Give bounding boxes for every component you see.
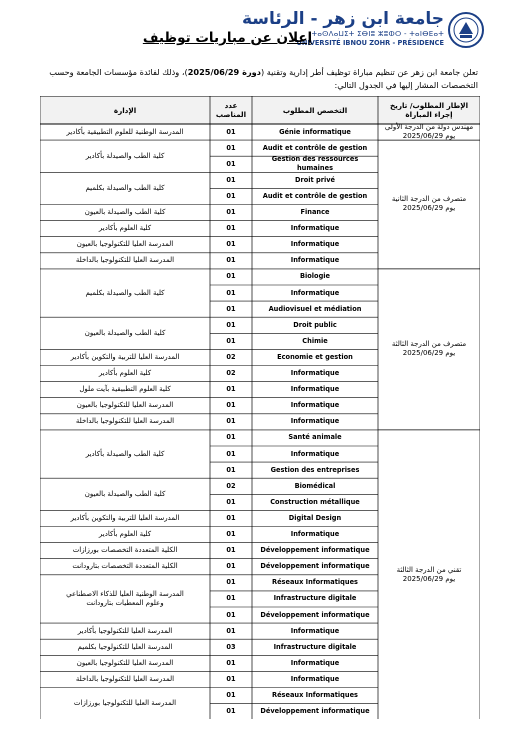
count-cell: 01 bbox=[226, 272, 236, 281]
administration-cell bbox=[40, 140, 210, 172]
intro-paragraph bbox=[38, 66, 478, 92]
administration-name: المدرسة العليا للتكنولوجيا بالعيون bbox=[76, 401, 174, 410]
administration-cell bbox=[40, 543, 210, 559]
administration-name: كلية الطب والصيدلة بأكادير bbox=[85, 449, 165, 458]
count-cell: 01 bbox=[226, 658, 236, 667]
specialty-cell: Réseaux Informatiques bbox=[272, 578, 358, 587]
count-cell: 01 bbox=[226, 626, 236, 635]
count-cell: 01 bbox=[226, 127, 236, 136]
count-cell: 02 bbox=[226, 481, 236, 490]
specialty-cell: Infrastructure digitale bbox=[273, 642, 357, 651]
count-cell: 01 bbox=[226, 530, 236, 539]
grade-name: مهندس دولة من الدرجة الأولى bbox=[384, 123, 474, 132]
university-name-tifinagh: ⵜⴰⵙⴷⴰⵡⵉⵜ ⵉⴱⵏⵓ ⵣⵓⵀⵔ - ⵜⴰⵏⴱⴹⴰⵜ bbox=[311, 30, 444, 38]
administration-cell bbox=[40, 655, 210, 671]
administration-name: المدرسة الوطنية العليا للذكاء الاصطناعي bbox=[66, 589, 184, 598]
administration-name: المدرسة العليا للتكنولوجيا بالداخلة bbox=[75, 674, 175, 683]
specialty-cell: Développement informatique bbox=[260, 610, 370, 619]
specialty-cell: Informatique bbox=[290, 658, 340, 667]
count-cell: 02 bbox=[226, 352, 236, 361]
administration-name: كلية الطب والصيدلة بكلميم bbox=[85, 183, 165, 192]
administration-cell bbox=[40, 221, 210, 237]
administration-cell bbox=[40, 237, 210, 253]
specialty-cell: Informatique bbox=[290, 369, 340, 378]
count-cell: 01 bbox=[226, 465, 236, 474]
page-header bbox=[0, 0, 514, 56]
administration-name: المدرسة الوطنية للعلوم التطبيقية بأكادير bbox=[66, 127, 184, 136]
administration-cell bbox=[40, 382, 210, 398]
university-name-arabic: جامعة ابن زهر - الرئاسة bbox=[241, 9, 444, 29]
specialty-cell: Audit et contrôle de gestion bbox=[262, 143, 368, 152]
specialty-cell: Gestion des ressources humaines bbox=[271, 155, 359, 173]
administration-cell bbox=[40, 575, 210, 623]
header-administration: الإدارة bbox=[113, 105, 137, 115]
grade-cell bbox=[378, 430, 480, 720]
count-cell: 01 bbox=[226, 546, 236, 555]
page-title: إعلان عن مباريات توظيف bbox=[142, 30, 313, 46]
administration-name: المدرسة العليا للتربية والتكوين بأكادير bbox=[70, 513, 180, 522]
administration-cell bbox=[40, 205, 210, 221]
administration-name: كلية الطب والصيدلة بالعيون bbox=[84, 328, 166, 337]
specialty-cell: Finance bbox=[300, 208, 330, 217]
specialty-cell: Développement informatique bbox=[260, 562, 370, 571]
count-cell: 02 bbox=[226, 369, 236, 378]
administration-cell bbox=[40, 172, 210, 204]
administration-cell bbox=[40, 639, 210, 655]
specialty-cell: Construction métallique bbox=[270, 497, 360, 506]
specialty-cell: Informatique bbox=[290, 530, 340, 539]
specialty-cell: Réseaux Informatiques bbox=[272, 691, 358, 700]
specialty-cell: Informatique bbox=[290, 626, 340, 635]
administration-name-line2: وعلوم المعطيات بتارودانت bbox=[86, 598, 164, 607]
administration-name: كلية الطب والصيدلة بأكادير bbox=[85, 151, 165, 160]
specialty-cell: Audit et contrôle de gestion bbox=[262, 191, 368, 200]
intro-text-1: تعلن جامعة ابن زهر عن تنظيم مباراة توظيف أطر إدارية وتقنية ( bbox=[260, 67, 478, 77]
count-cell: 01 bbox=[226, 513, 236, 522]
count-cell: 01 bbox=[226, 674, 236, 683]
grade-date: يوم 2025/06/29 bbox=[402, 574, 456, 583]
specialty-cell: Informatique bbox=[290, 224, 340, 233]
grade-cell bbox=[378, 269, 480, 430]
specialty-cell: Digital Design bbox=[288, 513, 342, 522]
count-cell: 01 bbox=[226, 417, 236, 426]
count-cell: 01 bbox=[226, 497, 236, 506]
administration-name: كلية الطب والصيدلة بكلميم bbox=[85, 288, 165, 297]
specialty-cell: Droit public bbox=[293, 320, 337, 329]
specialty-cell: Gestion des entreprises bbox=[270, 465, 360, 474]
specialty-cell: Informatique bbox=[290, 674, 340, 683]
administration-cell bbox=[40, 430, 210, 478]
count-cell: 01 bbox=[226, 159, 236, 168]
count-cell: 03 bbox=[226, 642, 236, 651]
count-cell: 01 bbox=[226, 610, 236, 619]
grade-name: متصرف من الدرجة الثالثة bbox=[391, 340, 467, 349]
administration-name: المدرسة العليا للتكنولوجيا بالداخلة bbox=[75, 256, 175, 265]
administration-cell bbox=[40, 414, 210, 430]
administration-cell bbox=[40, 510, 210, 526]
grade-cell bbox=[378, 124, 480, 140]
administration-name: المدرسة العليا للتكنولوجيا بالداخلة bbox=[75, 417, 175, 426]
specialty-cell: Biomédical bbox=[294, 481, 336, 490]
specialty-cell: Informatique bbox=[290, 256, 340, 265]
count-cell: 01 bbox=[226, 691, 236, 700]
administration-name: كلية الطب والصيدلة بالعيون bbox=[84, 489, 166, 498]
grade-date: يوم 2025/06/29 bbox=[402, 204, 456, 213]
count-cell: 01 bbox=[226, 175, 236, 184]
count-cell: 01 bbox=[226, 336, 236, 345]
count-cell: 01 bbox=[226, 320, 236, 329]
specialty-cell: Biologie bbox=[299, 272, 331, 281]
specialty-cell: Santé animale bbox=[288, 433, 342, 442]
administration-name: المدرسة العليا للتكنولوجيا بكلميم bbox=[77, 642, 173, 651]
specialty-cell: Développement informatique bbox=[260, 707, 370, 716]
administration-name: الكلية المتعددة التخصصات بتارودانت bbox=[72, 562, 178, 571]
administration-cell bbox=[40, 671, 210, 687]
administration-name: المدرسة العليا للتكنولوجيا بالعيون bbox=[76, 240, 174, 249]
administration-name: المدرسة العليا للتكنولوجيا بورزازات bbox=[73, 699, 177, 708]
grade-name: تقني من الدرجة الثالثة bbox=[396, 565, 462, 574]
specialty-cell: Informatique bbox=[290, 401, 340, 410]
administration-name: كلية العلوم بأكادير bbox=[98, 530, 152, 539]
specialty-cell: Infrastructure digitale bbox=[273, 594, 357, 603]
university-name-french: UNIVERSITÉ IBNOU ZOHR - PRÉSIDENCE bbox=[296, 39, 444, 47]
count-cell: 01 bbox=[226, 256, 236, 265]
administration-cell bbox=[40, 527, 210, 543]
administration-cell bbox=[40, 253, 210, 269]
count-cell: 01 bbox=[226, 208, 236, 217]
administration-cell bbox=[40, 124, 210, 140]
administration-name: كلية العلوم بأكادير bbox=[98, 224, 152, 233]
count-cell: 01 bbox=[226, 240, 236, 249]
specialty-cell: Economie et gestion bbox=[277, 352, 353, 361]
administration-name: الكلية المتعددة التخصصات بورزازات bbox=[72, 546, 178, 555]
count-cell: 01 bbox=[226, 594, 236, 603]
administration-name: المدرسة العليا للتربية والتكوين بأكادير bbox=[70, 352, 180, 361]
specialty-cell: Génie informatique bbox=[279, 127, 351, 136]
administration-cell bbox=[40, 366, 210, 382]
count-cell: 01 bbox=[226, 707, 236, 716]
university-seal-logo-icon bbox=[448, 12, 484, 48]
grade-date: يوم 2025/06/29 bbox=[402, 349, 456, 358]
intro-session: دورة 2025/06/29 bbox=[187, 67, 261, 77]
administration-cell bbox=[40, 317, 210, 349]
administration-name: المدرسة العليا للتكنولوجيا بأكادير bbox=[77, 626, 173, 635]
count-cell: 01 bbox=[226, 401, 236, 410]
header-specialty: التخصص المطلوب bbox=[282, 105, 348, 115]
grade-date: يوم 2025/06/29 bbox=[402, 132, 456, 141]
count-cell: 01 bbox=[226, 578, 236, 587]
recruitment-table bbox=[40, 96, 480, 719]
administration-name: كلية العلوم بأكادير bbox=[98, 369, 152, 378]
count-cell: 01 bbox=[226, 304, 236, 313]
specialty-cell: Informatique bbox=[290, 449, 340, 458]
administration-name: كلية الطب والصيدلة بالعيون bbox=[84, 208, 166, 217]
administration-name: المدرسة العليا للتكنولوجيا بالعيون bbox=[76, 658, 174, 667]
specialty-cell: Informatique bbox=[290, 240, 340, 249]
administration-cell bbox=[40, 559, 210, 575]
specialty-cell: Développement informatique bbox=[260, 546, 370, 555]
administration-cell bbox=[40, 623, 210, 639]
header-count: عدد المناصب bbox=[215, 101, 247, 119]
count-cell: 01 bbox=[226, 143, 236, 152]
specialty-cell: Chimie bbox=[302, 336, 328, 345]
specialty-cell: Informatique bbox=[290, 288, 340, 297]
intro-text-2: )، وذلك لفائدة مؤسسات الجامعة وحسب التخصصات المشار إليها في الجدول التالي: bbox=[49, 67, 478, 90]
administration-cell bbox=[40, 398, 210, 414]
grade-name: متصرف من الدرجة الثانية bbox=[391, 195, 467, 204]
administration-cell bbox=[40, 349, 210, 365]
specialty-cell: Audiovisuel et médiation bbox=[268, 304, 362, 313]
administration-name: كلية العلوم التطبيقية بآيت ملول bbox=[79, 385, 171, 394]
count-cell: 01 bbox=[226, 191, 236, 200]
grade-cell bbox=[378, 140, 480, 269]
count-cell: 01 bbox=[226, 433, 236, 442]
header-grade: الإطار المطلوب/ تاريخ إجراء المباراة bbox=[389, 101, 469, 119]
count-cell: 01 bbox=[226, 288, 236, 297]
specialty-cell: Informatique bbox=[290, 417, 340, 426]
administration-cell bbox=[40, 269, 210, 317]
administration-cell bbox=[40, 688, 210, 720]
count-cell: 01 bbox=[226, 224, 236, 233]
count-cell: 01 bbox=[226, 449, 236, 458]
administration-cell bbox=[40, 478, 210, 510]
count-cell: 01 bbox=[226, 562, 236, 571]
specialty-cell: Informatique bbox=[290, 385, 340, 394]
specialty-cell: Droit privé bbox=[295, 175, 335, 184]
count-cell: 01 bbox=[226, 385, 236, 394]
